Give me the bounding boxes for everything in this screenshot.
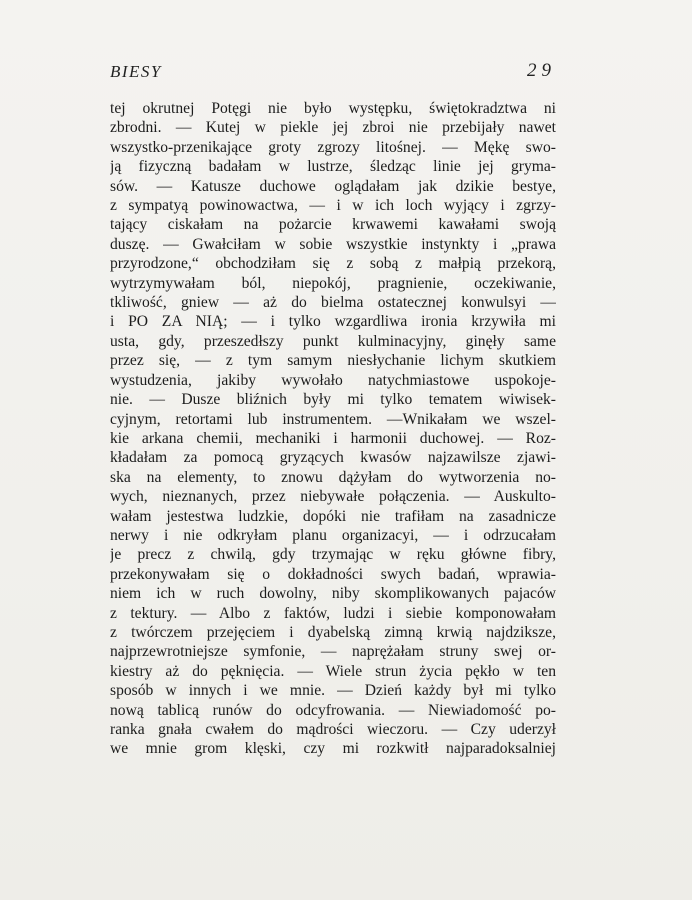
text-line: wałam jestestwa ludzkie, dopóki nie trafiłam na zasadnicze bbox=[110, 507, 556, 525]
text-line: wych, nieznanych, przez niebywałe połączenia. — Auskulto- bbox=[110, 488, 556, 506]
text-line: sów. — Katusze duchowe oglądałam jak dzikie bestye, bbox=[110, 177, 556, 195]
text-line: najprzewrotniejsze symfonie, — naprężałam struny swej or- bbox=[110, 643, 556, 661]
text-line: tający ciskałam na pożarcie krwawemi kawałami swoją bbox=[110, 216, 556, 234]
text-line: tkliwość, gniew — aż do bielma ostatecznej konwulsyi — bbox=[110, 294, 556, 312]
text-line: duszę. — Gwałciłam w sobie wszystkie instynkty i „prawa bbox=[110, 235, 556, 253]
text-line: z tektury. — Albo z faktów, ludzi i siebie komponowałam bbox=[110, 604, 556, 622]
text-line: wystudzenia, jakiby wywołało natychmiastowe uspokoje- bbox=[110, 371, 556, 389]
text-line: nerwy i nie odkryłam planu organizacyi, — i odrzucałam bbox=[110, 526, 556, 544]
text-line: zbrodni. — Kutej w piekle jej zbroi nie przebijały nawet bbox=[110, 119, 556, 137]
text-line: usta, gdy, przeszedłszy punkt kulminacyjny, ginęły same bbox=[110, 332, 556, 350]
text-line: i PO ZA NIĄ; — i tylko wzgardliwa ironia krzywiła mi bbox=[110, 313, 556, 331]
text-line: z twórczem przejęciem i dyabelską zimną krwią najdziksze, bbox=[110, 623, 556, 641]
text-line: nową tablicą runów do odcyfrowania. — Niewiadomość po- bbox=[110, 701, 556, 719]
text-line: tej okrutnej Potęgi nie było występku, świętokradztwa ni bbox=[110, 100, 556, 117]
text-line: ranka gnała cwałem do mądrości wieczoru. — Czy uderzył bbox=[110, 721, 556, 738]
text-line: z sympatyą powinowactwa, — i w ich loch wyjący i zgrzy- bbox=[110, 197, 556, 215]
text-line: wszystko-przenikające groty zgrozy litośnej. — Mękę swo- bbox=[110, 138, 556, 156]
running-head bbox=[110, 60, 556, 86]
text-line: kie arkana chemii, mechaniki i harmonii duchowej. — Roz- bbox=[110, 429, 556, 447]
running-title: BIESY bbox=[110, 62, 162, 81]
text-line: ska na elementy, to znowu dążyłam do wytworzenia no- bbox=[110, 468, 556, 486]
text-line: przekonywałam się o dokładności swych badań, wprawia- bbox=[110, 565, 556, 583]
text-line: kładałam za pomocą gryzących kwasów najzawilsze zjawi- bbox=[110, 449, 556, 467]
text-line: kiestry aż do pęknięcia. — Wiele strun życia pękło w ten bbox=[110, 662, 556, 680]
text-line: wytrzymywałam ból, niepokój, pragnienie, oczekiwanie, bbox=[110, 274, 556, 292]
text-line: je precz z chwilą, gdy trzymając w ręku główne fibry, bbox=[110, 546, 556, 564]
text-line: przyrodzone,“ obchodziłam się z sobą z małpią przekorą, bbox=[110, 255, 556, 273]
text-line: niem ich w ruch dowolny, niby skomplikowanych pajaców bbox=[110, 585, 556, 603]
text-line: nie. — Dusze bliźnich były mi tylko tematem wiwisek- bbox=[110, 391, 556, 409]
text-line: cyjnym, retortami lub instrumentem. —Wnikałam we wszel- bbox=[110, 410, 556, 428]
text-line: przez się, — z tym samym niesłychanie lichym skutkiem bbox=[110, 352, 556, 370]
text-line: ją fizyczną badałam w lustrze, śledząc linie jej gryma- bbox=[110, 158, 556, 176]
text-line: we mnie grom klęski, czy mi rozkwitł najparadoksalniej bbox=[110, 740, 556, 758]
page-number: 29 bbox=[527, 60, 556, 81]
text-line: sposób w innych i we mnie. — Dzień każdy był mi tylko bbox=[110, 682, 556, 700]
body-text bbox=[110, 99, 556, 759]
